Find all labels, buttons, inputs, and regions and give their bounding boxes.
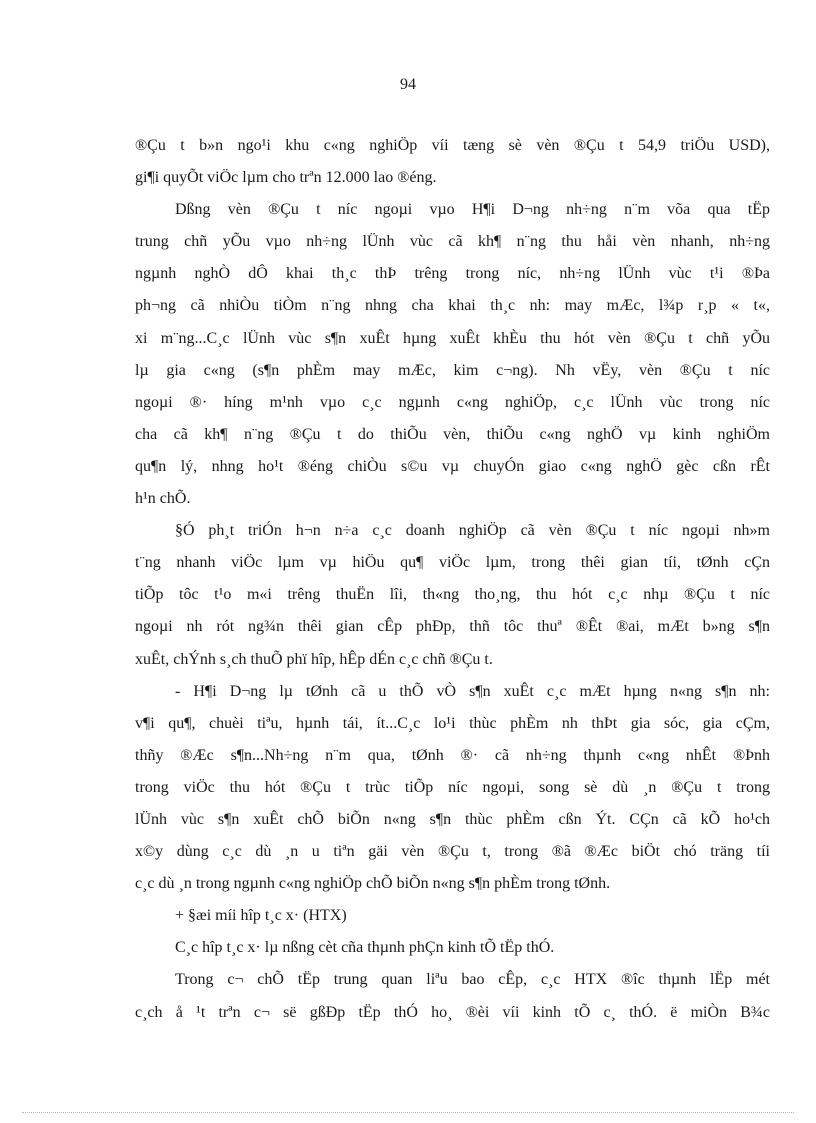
text-line: ®Çu t b»n ngo¹i khu c«ng nghiÖp víi tæng sè vèn ®Çu t 54,9 triÖu USD),: [135, 137, 770, 154]
text-line: xi m¨ng...C¸c lÜnh vùc s¶n xuÊt hµng xuÊt khÈu thu hót vèn ®Çu t chñ yÕu: [135, 329, 770, 347]
text-line: x©y dùng c¸c dù ¸n u tiªn gäi vèn ®Çu t, trong ®ã ®Æc biÖt chó träng tíi: [135, 843, 770, 861]
text-line: ph¬ng cã nhiÒu tiÒm n¨ng nhng cha khai th¸c nh: may mÆc, l¾p r¸p « t«,: [135, 297, 770, 315]
text-line: c¸ch å ¹t trªn c¬ së gßÐp tËp thÓ ho¸ ®èi víi kinh tÕ c¸ thÓ. ë miÒn B¾c: [135, 1003, 770, 1021]
text-line: lÜnh vùc s¶n xuÊt chÕ biÕn n«ng s¶n thùc phÈm cßn Ýt. CÇn cã kÕ ho¹ch: [135, 810, 770, 828]
text-line: ngoµi nh rót ng¾n thêi gian cÊp phÐp, thñ tôc thuª ®Êt ®ai, mÆt b»ng s¶n: [135, 618, 770, 636]
text-line: §Ó ph¸t triÓn h¬n n÷a c¸c doanh nghiÖp cã vèn ®Çu t níc ngoµi nh»m: [175, 522, 770, 540]
text-line: v¶i qu¶, chuèi tiªu, hµnh tái, ít...C¸c lo¹i thùc phÈm nh thÞt gia sóc, gia cÇm,: [135, 714, 770, 732]
text-line: Trong c¬ chÕ tËp trung quan liªu bao cÊp, c¸c HTX ®îc thµnh lËp mét: [175, 971, 770, 989]
text-line: ngoµi ®· híng m¹nh vµo c¸c ngµnh c«ng nghiÖp, c¸c lÜnh vùc trong níc: [135, 393, 770, 411]
footer-dotted-rule: [22, 1112, 794, 1113]
text-line: - H¶i D¬ng lµ tØnh cã u thÕ vÒ s¶n xuÊt c¸c mÆt hµng n«ng s¶n nh:: [175, 682, 770, 700]
text-line: gi¶i quyÕt viÖc lµm cho trªn 12.000 lao ®éng.: [135, 169, 437, 187]
text-line: thñy ®Æc s¶n...Nh÷ng n¨m qua, tØnh ®· cã nh÷ng thµnh c«ng nhÊt ®Þnh: [135, 746, 770, 764]
page-number: 94: [400, 76, 416, 93]
text-line: lµ gia c«ng (s¶n phÈm may mÆc, kim c¬ng). Nh vËy, vèn ®Çu t níc: [135, 361, 770, 379]
text-line: c¸c dù ¸n trong ngµnh c«ng nghiÖp chÕ biÕn n«ng s¶n phÈm trong tØnh.: [135, 875, 611, 893]
text-line: Dßng vèn ®Çu t níc ngoµi vµo H¶i D¬ng nh÷ng n¨m võa qua tËp: [175, 201, 770, 219]
text-line: C¸c hîp t¸c x· lµ nßng cèt cña thµnh phÇn kinh tÕ tËp thÓ.: [175, 939, 555, 957]
text-line: t¨ng nhanh viÖc lµm vµ hiÖu qu¶ viÖc lµm, trong thêi gian tíi, tØnh cÇn: [135, 554, 770, 572]
body-text: [135, 130, 770, 1029]
text-line: ngµnh nghÒ dÔ khai th¸c thÞ trêng trong níc, nh÷ng lÜnh vùc t¹i ®Þa: [135, 265, 770, 283]
text-line: xuÊt, chÝnh s¸ch thuÕ phï hîp, hÊp dÉn c¸c chñ ®Çu t.: [135, 650, 493, 668]
text-line: cha cã kh¶ n¨ng ®Çu t do thiÕu vèn, thiÕu c«ng nghÖ vµ kinh nghiÖm: [135, 425, 770, 443]
text-line: tiÕp tôc t¹o m«i trêng thuËn lîi, th«ng tho¸ng, thu hót c¸c nhµ ®Çu t níc: [135, 586, 770, 604]
text-line: trung chñ yÕu vµo nh÷ng lÜnh vùc cã kh¶ n¨ng thu håi vèn nhanh, nh÷ng: [135, 233, 770, 251]
text-line: trong viÖc thu hót ®Çu t trùc tiÕp níc ngoµi, song sè dù ¸n ®Çu t trong: [135, 778, 770, 796]
text-line: + §æi míi hîp t¸c x· (HTX): [175, 907, 347, 925]
text-line: h¹n chÕ.: [135, 490, 191, 508]
text-line: qu¶n lý, nhng ho¹t ®éng chiÒu s©u vµ chuyÓn giao c«ng nghÖ gèc cßn rÊt: [135, 457, 770, 475]
